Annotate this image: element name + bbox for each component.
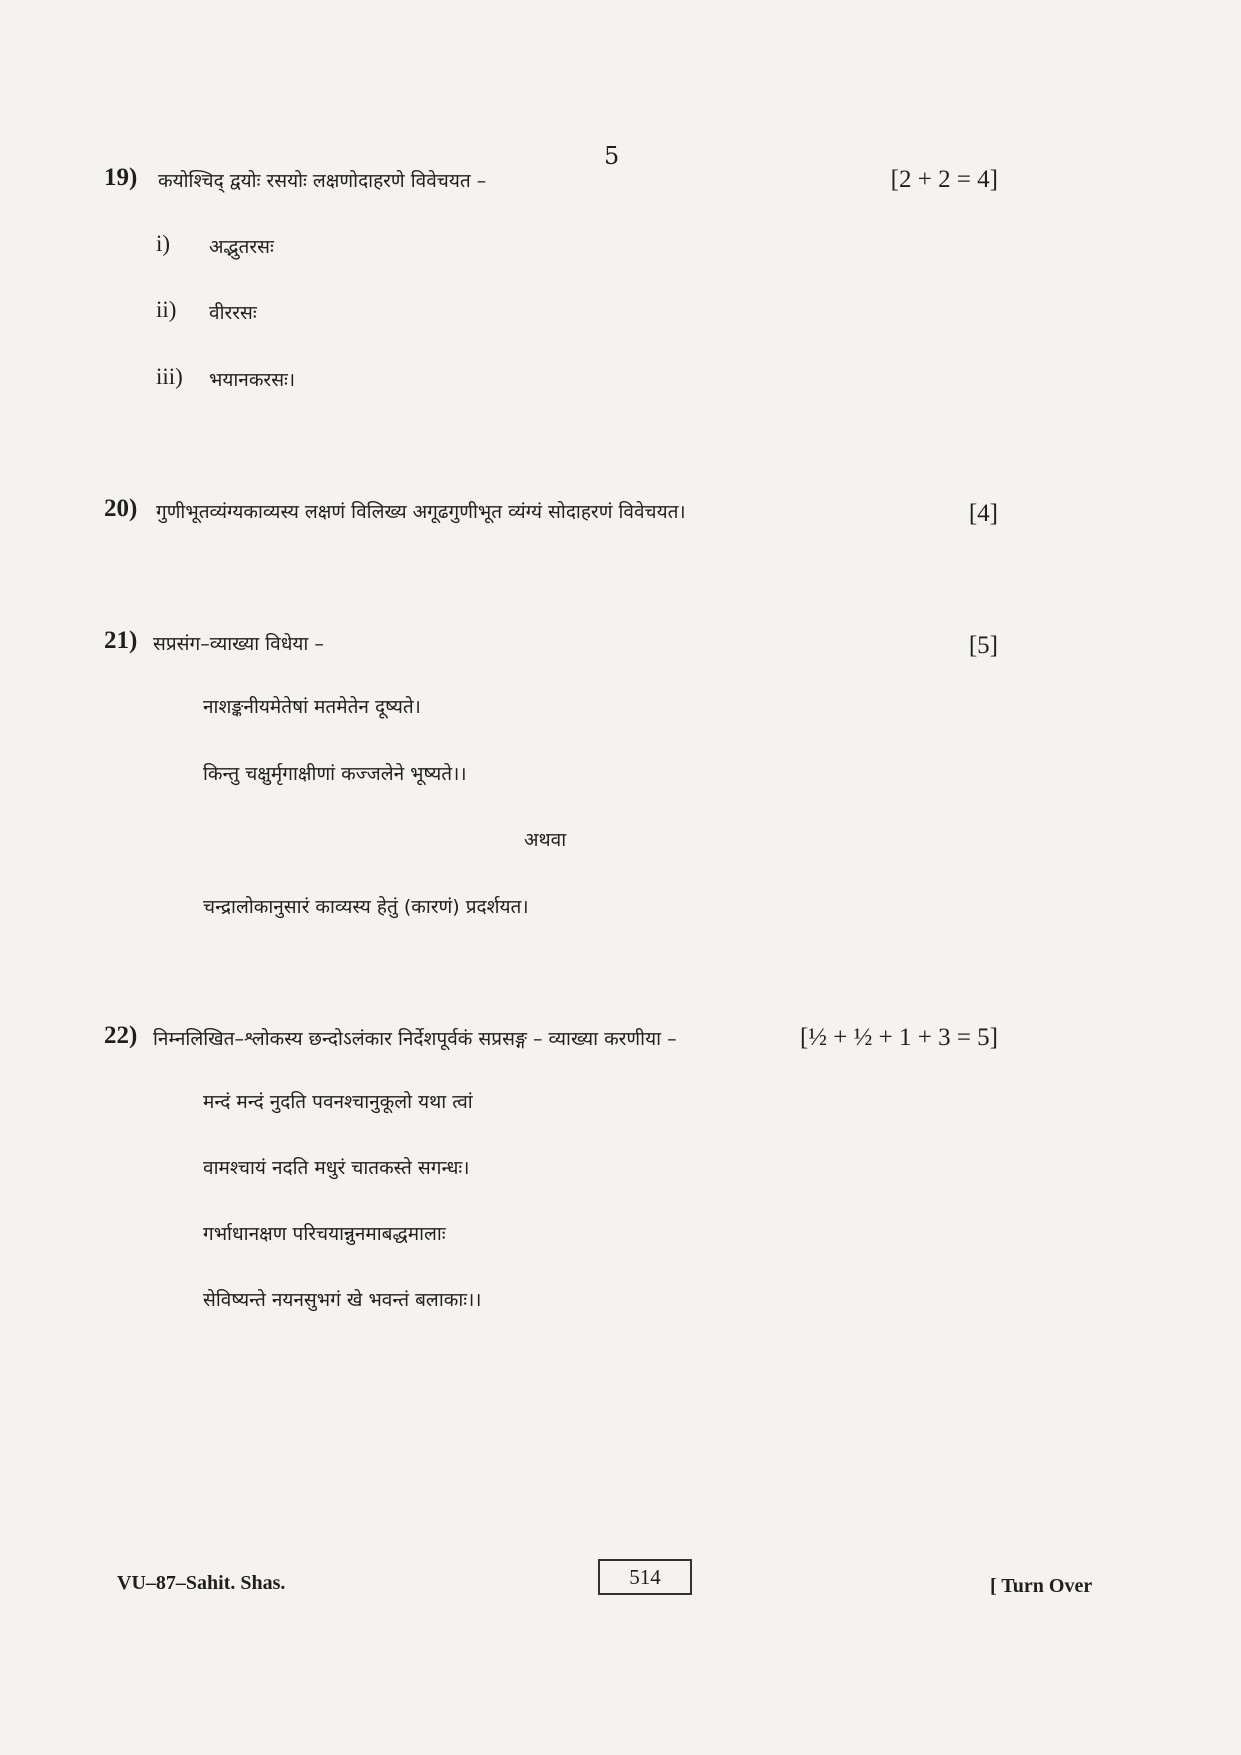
turn-over-label: [ Turn Over bbox=[990, 1575, 1093, 1597]
question-22-verse-line-1: मन्दं मन्दं नुदति पवनश्चानुकूलो यथा त्वां bbox=[203, 1091, 473, 1113]
question-22-marks: [½ + ½ + 1 + 3 = 5] bbox=[799, 1024, 998, 1051]
page-number: 5 bbox=[604, 142, 620, 170]
paper-code: VU–87–Sahit. Shas. bbox=[117, 1572, 286, 1594]
option-ii-text: वीररसः bbox=[209, 302, 257, 324]
question-19-number: 19) bbox=[104, 164, 138, 191]
question-19-marks: [2 + 2 = 4] bbox=[890, 166, 998, 193]
question-20-text: गुणीभूतव्यंग्यकाव्यस्य लक्षणं विलिख्य अगूढगुणीभूत व्यंग्यं सोदाहरणं विवेचयत। bbox=[156, 501, 686, 523]
question-21-verse-line-2: किन्तु चक्षुर्मृगाक्षीणां कज्जलेने भूष्यते।। bbox=[203, 763, 467, 785]
option-iii-label: iii) bbox=[156, 364, 183, 389]
question-22-verse-line-4: सेविष्यन्ते नयनसुभगं खे भवन्तं बलाकाः।। bbox=[203, 1289, 482, 1311]
question-22-verse-line-3: गर्भाधानक्षण परिचयान्नुनमाबद्धमालाः bbox=[203, 1223, 446, 1245]
question-20-marks: [4] bbox=[968, 500, 998, 527]
option-ii-label: ii) bbox=[156, 297, 177, 322]
question-19-text: कयोश्चिद् द्वयोः रसयोः लक्षणोदाहरणे विवेचयत – bbox=[158, 170, 487, 192]
question-21-number: 21) bbox=[104, 627, 138, 654]
question-21-marks: [5] bbox=[968, 632, 998, 659]
question-22-text: निम्नलिखित–श्लोकस्य छन्दोऽलंकार निर्देशपूर्वकं सप्रसङ्ग – व्याख्या करणीया – bbox=[153, 1028, 677, 1050]
question-22-verse-line-2: वामश्चायं नदति मधुरं चातकस्ते सगन्धः। bbox=[203, 1157, 470, 1179]
question-21-text: सप्रसंग–व्याख्या विधेया – bbox=[153, 633, 324, 655]
page-code-box: 514 bbox=[598, 1559, 692, 1595]
question-21-alternative: चन्द्रालोकानुसारं काव्यस्य हेतुं (कारणं) प्रदर्शयत। bbox=[203, 896, 529, 918]
or-label: अथवा bbox=[524, 829, 567, 851]
option-iii-text: भयानकरसः। bbox=[209, 369, 296, 391]
question-22-number: 22) bbox=[104, 1022, 138, 1049]
question-20-number: 20) bbox=[104, 495, 138, 522]
question-21-verse-line-1: नाशङ्कनीयमेतेषां मतमेतेन दूष्यते। bbox=[203, 696, 421, 718]
option-i-label: i) bbox=[156, 231, 171, 256]
option-i-text: अद्भुतरसः bbox=[209, 236, 274, 258]
